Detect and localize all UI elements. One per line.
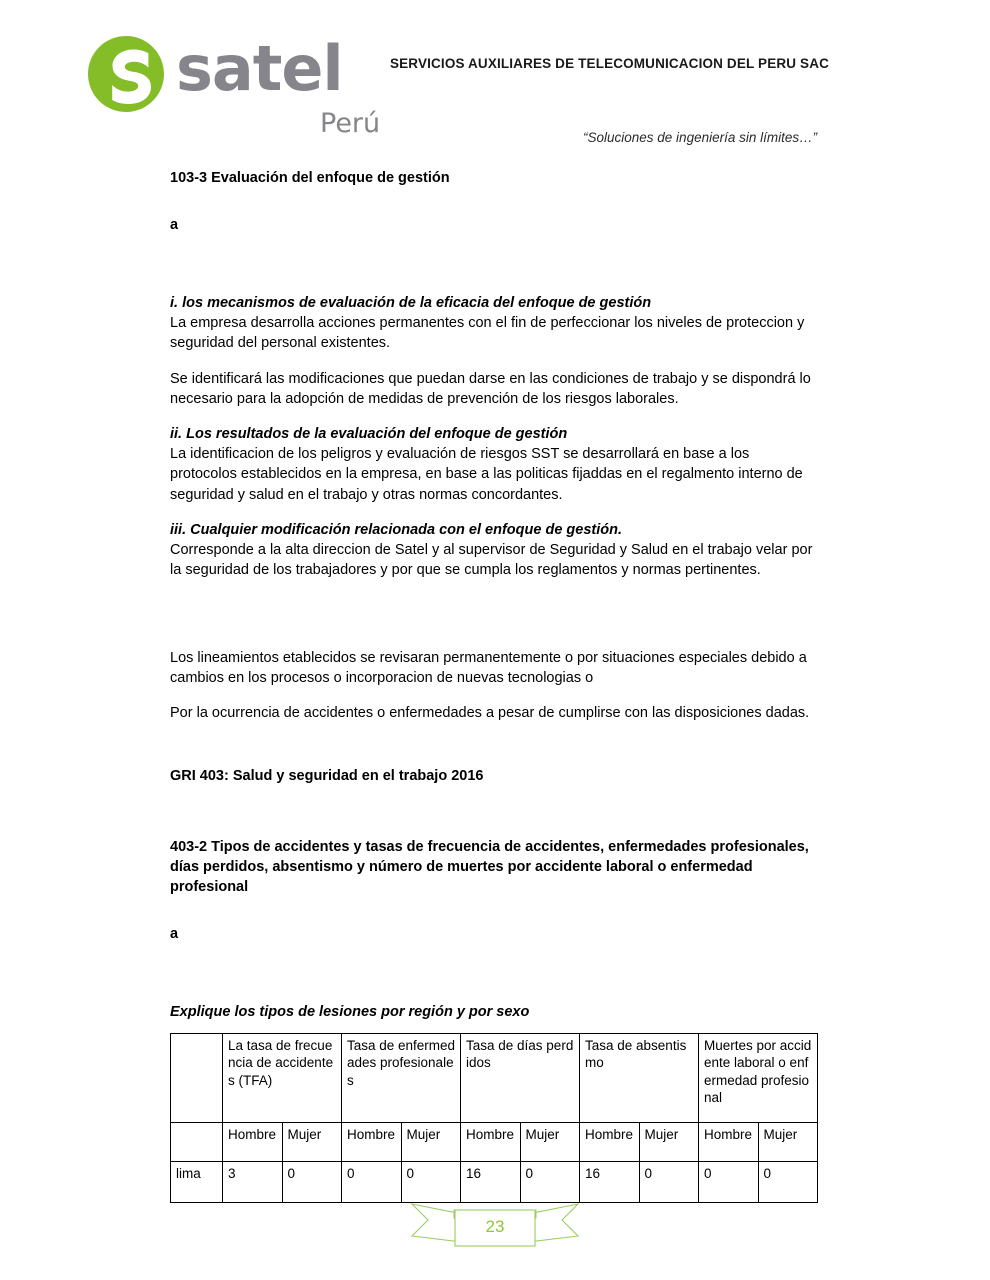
heading-sub-iii: iii. Cualquier modificación relacionada con el enfoque de gestión. — [170, 522, 622, 539]
table-cell-value: 16 — [461, 1161, 521, 1202]
heading-sub-i: i. los mecanismos de evaluación de la eficacia del enfoque de gestión — [170, 295, 652, 311]
page-header — [0, 0, 990, 155]
page-number-ribbon — [410, 1196, 580, 1256]
spacer — [170, 639, 820, 648]
table-sex-header-mujer-4: Mujer — [639, 1122, 699, 1161]
heading-403-2: 403-2 Tipos de accidentes y tasas de frecuencia de accidentes, enfermedades profesionales, días perdidos, absentismo y número de muertes por accidente laboral o enfermedad profesional — [170, 838, 809, 895]
satel-swirl-logo-icon — [88, 36, 164, 112]
table-sex-header-hombre-5: Hombre — [699, 1122, 759, 1161]
spacer — [170, 688, 820, 703]
table-caption: Explique los tipos de lesiones por región y por sexo — [170, 1003, 530, 1020]
table-cell-value: 0 — [758, 1161, 818, 1202]
spacer — [170, 188, 820, 215]
table-cell-region: lima — [171, 1161, 223, 1202]
spacer — [170, 505, 820, 520]
satel-logo — [88, 32, 388, 148]
table-sex-header-mujer-2: Mujer — [401, 1122, 461, 1161]
spacer — [170, 581, 820, 639]
heading-103-3: 103-3 Evaluación del enfoque de gestión — [170, 170, 450, 186]
satel-wordmark: satel — [176, 32, 343, 105]
spacer — [170, 897, 820, 924]
table-cell-value: 0 — [520, 1161, 580, 1202]
company-tagline: “Soluciones de ingeniería sin límites…” — [583, 130, 818, 145]
heading-sub-ii: ii. Los resultados de la evaluación del enfoque de gestión — [170, 426, 568, 443]
table-cell-value: 16 — [580, 1161, 640, 1202]
table-corner-cell — [171, 1033, 223, 1122]
paragraph-closing-2: Por la ocurrencia de accidentes o enfermedades a pesar de cumplirse con las disposiciones dadas. — [170, 705, 810, 722]
document-body — [170, 168, 820, 1203]
spacer — [170, 354, 820, 369]
paragraph-sub-iii-1: Corresponde a la alta direccion de Satel y al supervisor de Seguridad y Salud en el trabajo velar por la seguridad de los trabajadores y por que se cumpla los reglamentos y normas pertinentes. — [170, 542, 813, 579]
table-sex-header-hombre-1: Hombre — [223, 1122, 283, 1161]
page-number: 23 — [485, 1217, 505, 1236]
table-sex-header-mujer-3: Mujer — [520, 1122, 580, 1161]
paragraph-sub-ii-1: La identificacion de los peligros y evaluación de riesgos SST se desarrollará en base a los protocolos establecidos en la empresa, en base a las politicas fijaddas en el regalmento interno de seguridad y salud en el trabajo y otras normas concordantes. — [170, 446, 803, 503]
table-cell-value: 0 — [639, 1161, 699, 1202]
page-footer — [0, 1196, 990, 1260]
table-sex-header-row — [171, 1122, 818, 1161]
table-sex-corner-cell — [171, 1122, 223, 1161]
table-cell-value: 0 — [342, 1161, 402, 1202]
table-group-header-absentismo: Tasa de absentismo — [580, 1033, 699, 1122]
table-group-header-row — [171, 1033, 818, 1122]
satel-peru-label: Perú — [320, 108, 381, 139]
table-group-header-dias-perdidos: Tasa de días perdidos — [461, 1033, 580, 1122]
paragraph-closing-1: Los lineamientos etablecidos se revisaran permanentemente o por situaciones especiales debido a cambios en los procesos o incorporacion de nuevas tecnologias o — [170, 649, 807, 686]
table-cell-value: 0 — [699, 1161, 759, 1202]
table-sex-header-mujer-5: Mujer — [758, 1122, 818, 1161]
spacer — [170, 235, 820, 293]
injury-rates-table — [170, 1033, 818, 1203]
table-sex-header-hombre-3: Hombre — [461, 1122, 521, 1161]
injury-table-wrapper — [170, 1033, 820, 1203]
spacer — [170, 944, 820, 1002]
table-cell-value: 0 — [401, 1161, 461, 1202]
heading-gri-403: GRI 403: Salud y seguridad en el trabajo 2016 — [170, 767, 484, 784]
spacer — [170, 409, 820, 424]
table-cell-value: 0 — [282, 1161, 342, 1202]
paragraph-sub-i-1: La empresa desarrolla acciones permanentes con el fin de perfeccionar los niveles de proteccion y seguridad del personal existentes. — [170, 315, 805, 352]
table-group-header-enfermedades: Tasa de enfermedades profesionales — [342, 1033, 461, 1122]
table-group-header-muertes: Muertes por accidente laboral o enfermedad profesional — [699, 1033, 818, 1122]
spacer — [170, 828, 820, 837]
spacer — [170, 724, 820, 766]
paragraph-sub-i-2: Se identificará las modificaciones que puedan darse en las condiciones de trabajo y se dispondrá lo necesario para la adopción de medidas de prevención de los riesgos laborales. — [170, 370, 811, 407]
table-sex-header-hombre-4: Hombre — [580, 1122, 640, 1161]
table-sex-header-hombre-2: Hombre — [342, 1122, 402, 1161]
table-group-header-tfa: La tasa de frecuencia de accidentes (TFA) — [223, 1033, 342, 1122]
marker-a-second: a — [170, 925, 179, 942]
spacer — [170, 786, 820, 828]
table-sex-header-mujer-1: Mujer — [282, 1122, 342, 1161]
marker-a-first: a — [170, 217, 179, 233]
company-name: SERVICIOS AUXILIARES DE TELECOMUNICACION DEL PERU SAC — [390, 56, 830, 71]
table-cell-value: 3 — [223, 1161, 283, 1202]
